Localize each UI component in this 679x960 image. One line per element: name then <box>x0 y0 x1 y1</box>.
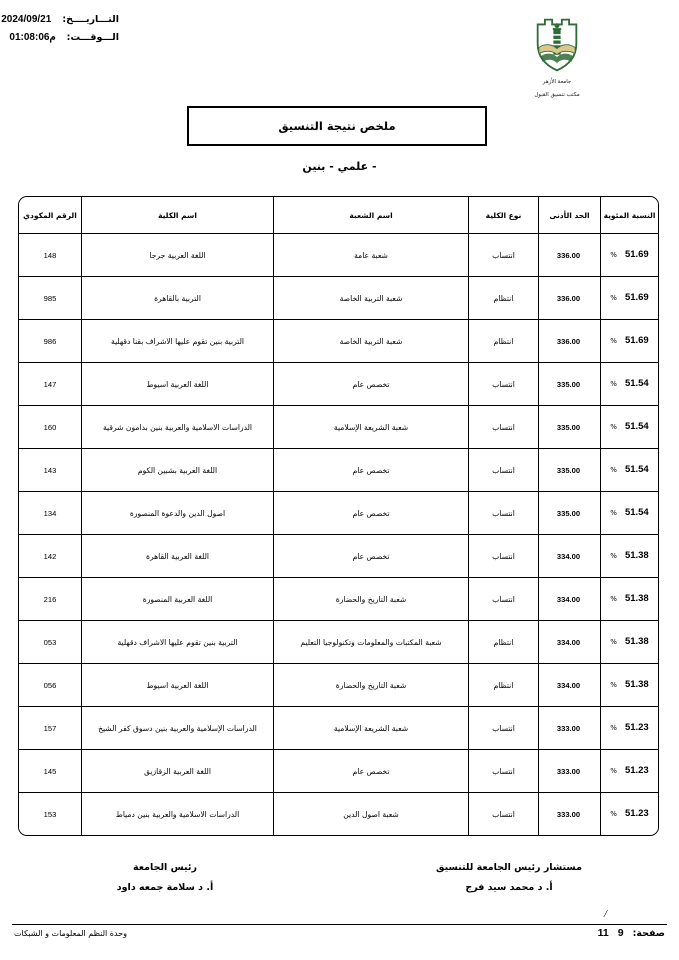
column-header-division: اسم الشعبة <box>273 197 468 234</box>
percent-value: 51.69 <box>624 292 649 304</box>
percent-sign: % <box>610 680 617 689</box>
cell-code: 216 <box>19 578 81 621</box>
cell-code: 153 <box>19 793 81 835</box>
cell-college-type: انتساب <box>468 535 538 578</box>
cell-minimum: 334.00 <box>538 578 600 621</box>
cell-code: 985 <box>19 277 81 320</box>
cell-percent <box>600 492 658 535</box>
cell-faculty-name: التربية بنين تقوم عليها الاشراف بقنا دقهلية <box>81 320 273 363</box>
signature-advisor <box>359 862 659 893</box>
footer-unit-label: وحدة النظم المعلومات و الشبكات <box>14 929 127 938</box>
percent-value: 51.38 <box>624 679 649 691</box>
cell-division-name: شعبة عامة <box>273 234 468 277</box>
cell-college-type: انتساب <box>468 234 538 277</box>
meta-row-time <box>0 32 119 43</box>
table-body <box>19 234 658 835</box>
cell-college-type: انتظام <box>468 621 538 664</box>
table-row <box>19 406 658 449</box>
meta-row-date <box>0 14 119 25</box>
percent-sign: % <box>610 508 617 517</box>
cell-code: 143 <box>19 449 81 492</box>
percent-value: 51.23 <box>624 722 649 734</box>
footer-slash-mark: / <box>603 908 607 920</box>
cell-code: 147 <box>19 363 81 406</box>
cell-percent <box>600 750 658 793</box>
table-row <box>19 492 658 535</box>
percent-sign: % <box>610 250 617 259</box>
percent-value: 51.23 <box>624 765 649 777</box>
page-label: صفحة: <box>632 927 665 939</box>
percent-value: 51.54 <box>624 464 649 476</box>
cell-division-name: تخصص عام <box>273 750 468 793</box>
percent-sign: % <box>610 293 617 302</box>
percent-value: 51.54 <box>624 421 649 433</box>
cell-division-name: شعبة التربية الخاصة <box>273 320 468 363</box>
column-header-percent: النسبة المئوية <box>600 197 658 234</box>
percent-sign: % <box>610 379 617 388</box>
time-label: الـــوقـــت: <box>66 32 119 43</box>
cell-college-type: انتساب <box>468 363 538 406</box>
cell-code: 056 <box>19 664 81 707</box>
cell-division-name: شعبة الشريعة الإسلامية <box>273 406 468 449</box>
percent-value: 51.69 <box>624 335 649 347</box>
cell-minimum: 333.00 <box>538 750 600 793</box>
cell-faculty-name: اللغة العربية اسيوط <box>81 363 273 406</box>
percent-sign: % <box>610 723 617 732</box>
document-meta <box>0 14 119 50</box>
table-row <box>19 535 658 578</box>
cell-percent <box>600 793 658 835</box>
signature-area <box>20 862 659 893</box>
cell-faculty-name: الدراسات الإسلامية والعربية بنين دسوق كفر الشيخ <box>81 707 273 750</box>
table-row <box>19 449 658 492</box>
cell-division-name: تخصص عام <box>273 363 468 406</box>
percent-sign: % <box>610 766 617 775</box>
coordination-results-table <box>18 196 659 836</box>
table-row <box>19 750 658 793</box>
cell-code: 148 <box>19 234 81 277</box>
cell-code: 134 <box>19 492 81 535</box>
cell-minimum: 334.00 <box>538 664 600 707</box>
table-row <box>19 793 658 835</box>
report-title-box <box>187 106 487 146</box>
column-header-type: نوع الكلية <box>468 197 538 234</box>
cell-college-type: انتساب <box>468 750 538 793</box>
cell-minimum: 333.00 <box>538 793 600 835</box>
cell-division-name: شعبة التربية الخاصة <box>273 277 468 320</box>
date-label: التـــاريــــخ: <box>62 14 119 25</box>
cell-minimum: 334.00 <box>538 535 600 578</box>
report-subtitle: - علمي - بنين <box>302 160 377 173</box>
cell-minimum: 334.00 <box>538 621 600 664</box>
cell-faculty-name: اللغة العربية القاهرة <box>81 535 273 578</box>
cell-faculty-name: اللغة العربية بشبين الكوم <box>81 449 273 492</box>
cell-faculty-name: التربية بالقاهرة <box>81 277 273 320</box>
logo-caption-university: جامعة الأزهر <box>542 79 572 85</box>
cell-percent <box>600 277 658 320</box>
cell-division-name: شعبة الشريعة الإسلامية <box>273 707 468 750</box>
cell-percent <box>600 664 658 707</box>
column-header-code: الرقم المكودي <box>19 197 81 234</box>
cell-minimum: 333.00 <box>538 707 600 750</box>
page-title: ملخص نتيجة التنسيق <box>278 119 396 133</box>
cell-percent <box>600 535 658 578</box>
cell-faculty-name: اللغة العربية جرجا <box>81 234 273 277</box>
cell-college-type: انتساب <box>468 406 538 449</box>
cell-faculty-name: اللغة العربية المنصورة <box>81 578 273 621</box>
cell-college-type: انتظام <box>468 664 538 707</box>
cell-percent <box>600 449 658 492</box>
percent-value: 51.38 <box>624 636 649 648</box>
cell-percent <box>600 234 658 277</box>
cell-faculty-name: اللغة العربية اسيوط <box>81 664 273 707</box>
percent-value: 51.23 <box>624 808 649 820</box>
president-title: رئيس الجامعة <box>133 862 197 873</box>
table-row <box>19 621 658 664</box>
president-name: أ. د سلامة جمعه داود <box>116 882 214 893</box>
footer-divider <box>12 924 667 925</box>
cell-minimum: 336.00 <box>538 234 600 277</box>
cell-minimum: 335.00 <box>538 363 600 406</box>
cell-percent <box>600 707 658 750</box>
footer-page-indicator <box>598 927 665 939</box>
percent-sign: % <box>610 422 617 431</box>
cell-division-name: شعبة اصول الدين <box>273 793 468 835</box>
cell-percent <box>600 363 658 406</box>
cell-minimum: 336.00 <box>538 320 600 363</box>
university-logo-block <box>497 16 617 101</box>
cell-division-name: تخصص عام <box>273 449 468 492</box>
table-row <box>19 277 658 320</box>
cell-code: 157 <box>19 707 81 750</box>
cell-faculty-name: التربية بنين تقوم عليها الاشراف دقهلية <box>81 621 273 664</box>
percent-value: 51.54 <box>624 378 649 390</box>
cell-minimum: 336.00 <box>538 277 600 320</box>
cell-minimum: 335.00 <box>538 449 600 492</box>
cell-college-type: انتساب <box>468 492 538 535</box>
cell-minimum: 335.00 <box>538 492 600 535</box>
date-value: 2024/09/21 <box>1 14 52 25</box>
cell-percent <box>600 578 658 621</box>
cell-division-name: تخصص عام <box>273 492 468 535</box>
cell-college-type: انتساب <box>468 793 538 835</box>
percent-sign: % <box>610 336 617 345</box>
advisor-title: مستشار رئيس الجامعة للتنسيق <box>436 862 582 873</box>
cell-percent <box>600 406 658 449</box>
cell-faculty-name: اصول الدين والدعوة المنصورة <box>81 492 273 535</box>
cell-faculty-name: الدراسات الاسلامية والعربية بنين بدامون شرقية <box>81 406 273 449</box>
table-row <box>19 707 658 750</box>
table-row <box>19 664 658 707</box>
percent-sign: % <box>610 637 617 646</box>
percent-sign: % <box>610 594 617 603</box>
cell-college-type: انتظام <box>468 277 538 320</box>
table-row <box>19 320 658 363</box>
cell-percent <box>600 320 658 363</box>
cell-faculty-name: اللغة العربية الزقازيق <box>81 750 273 793</box>
cell-minimum: 335.00 <box>538 406 600 449</box>
table-row <box>19 234 658 277</box>
cell-division-name: تخصص عام <box>273 535 468 578</box>
cell-college-type: انتساب <box>468 578 538 621</box>
table-header-row <box>19 197 658 234</box>
cell-division-name: شعبة التاريخ والحضارة <box>273 578 468 621</box>
cell-percent <box>600 621 658 664</box>
cell-college-type: انتظام <box>468 320 538 363</box>
percent-sign: % <box>610 465 617 474</box>
cell-faculty-name: الدراسات الاسلامية والعربية بنين دمياط <box>81 793 273 835</box>
percent-value: 51.54 <box>624 507 649 519</box>
percent-value: 51.38 <box>624 550 649 562</box>
results-table-wrapper <box>20 196 659 836</box>
time-value: 01:08:06م <box>9 32 56 43</box>
table-row <box>19 578 658 621</box>
cell-college-type: انتساب <box>468 449 538 492</box>
column-header-faculty: اسم الكلية <box>81 197 273 234</box>
al-azhar-emblem-icon <box>526 16 588 74</box>
page-current: 9 <box>617 927 624 939</box>
cell-code: 160 <box>19 406 81 449</box>
cell-code: 053 <box>19 621 81 664</box>
percent-value: 51.69 <box>624 249 649 261</box>
logo-caption-office: مكتب تنسيق القبول <box>534 92 580 99</box>
column-header-minimum: الحد الأدنى <box>538 197 600 234</box>
percent-sign: % <box>610 809 617 818</box>
page-total: 11 <box>597 927 609 939</box>
cell-division-name: شعبة المكتبات والمعلومات وتكنولوجيا التعليم <box>273 621 468 664</box>
cell-college-type: انتساب <box>468 707 538 750</box>
percent-sign: % <box>610 551 617 560</box>
advisor-name: أ. د محمد سيد فرج <box>465 882 553 893</box>
cell-code: 142 <box>19 535 81 578</box>
signature-president <box>20 862 310 893</box>
cell-code: 145 <box>19 750 81 793</box>
cell-division-name: شعبة التاريخ والحضارة <box>273 664 468 707</box>
percent-value: 51.38 <box>624 593 649 605</box>
table-row <box>19 363 658 406</box>
cell-code: 986 <box>19 320 81 363</box>
